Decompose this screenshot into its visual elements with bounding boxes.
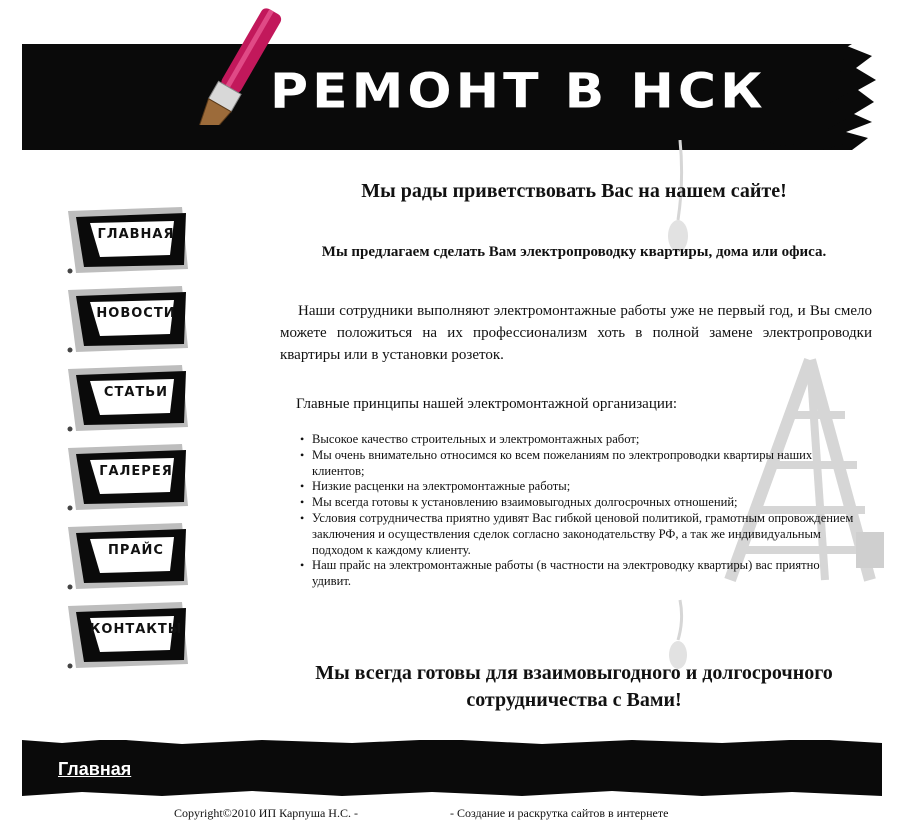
nav-label-price: ПРАЙС: [108, 543, 164, 558]
nav-item-news[interactable]: [62, 284, 190, 354]
welcome-heading: Мы рады приветствовать Вас на нашем сайте!: [361, 180, 787, 202]
list-item: • Низкие расценки на электромонтажные работы;: [312, 479, 858, 495]
nav-item-gallery[interactable]: [62, 442, 190, 512]
header-banner: [22, 44, 880, 150]
site-title: РЕМОНТ В НСК: [270, 64, 767, 120]
closing-heading: Мы всегда готовы для взаимовыгодного и долгосрочного сотрудничества с Вами!: [315, 662, 833, 711]
copyright-right: - Создание и раскрутка сайтов в интернете: [449, 806, 669, 820]
copyright-text: [174, 806, 668, 821]
list-item: • Условия сотрудничества приятно удивят Вас гибкой ценовой политикой, грамотным опровождением заключения и осуществления сделок согласно законодательству РФ, а так же индивидуальным подходом к каждому клиенту.: [312, 511, 858, 558]
nav-item-articles[interactable]: [62, 363, 190, 433]
nav-label-contacts: КОНТАКТЫ: [89, 622, 183, 637]
offer-heading: Мы предлагаем сделать Вам электропроводку квартиры, дома или офиса.: [321, 244, 827, 260]
intro-paragraph: Наши сотрудники выполняют электромонтажные работы уже не первый год, и Вы смело можете положиться на их профессионализм хоть в полной замене электропроводки квартиры или в установки розеток.: [280, 303, 872, 363]
nav-label-gallery: ГАЛЕРЕЯ: [99, 464, 173, 479]
nav-item-contacts[interactable]: [62, 600, 190, 670]
principles-heading: Главные принципы нашей электромонтажной организации:: [296, 396, 678, 412]
footer-home-link[interactable]: Главная: [58, 759, 132, 779]
nav-label-articles: СТАТЬИ: [103, 385, 169, 400]
nav-label-home: ГЛАВНАЯ: [97, 227, 175, 242]
nav-item-price[interactable]: [62, 521, 190, 591]
copyright-left: Copyright©2010 ИП Карпуша Н.С. -: [174, 806, 358, 820]
footer-banner: [22, 740, 882, 796]
list-item: • Мы очень внимательно относимся ко всем пожеланиям по электропроводки квартиры наших клиентов;: [312, 448, 858, 480]
footer-rough-edge: [22, 740, 882, 796]
nav-item-home[interactable]: [62, 205, 190, 275]
list-item: • Наш прайс на электромонтажные работы (в частности на электроводку квартиры) вас приятно удивит.: [312, 558, 858, 590]
principles-list: [312, 432, 858, 590]
sidebar-nav: [62, 205, 202, 679]
list-item: • Высокое качество строительных и электромонтажных работ;: [312, 432, 858, 448]
list-item: • Мы всегда готовы к установлению взаимовыгодных долгосрочных отношений;: [312, 495, 858, 511]
nav-label-news: НОВОСТИ: [96, 306, 176, 321]
